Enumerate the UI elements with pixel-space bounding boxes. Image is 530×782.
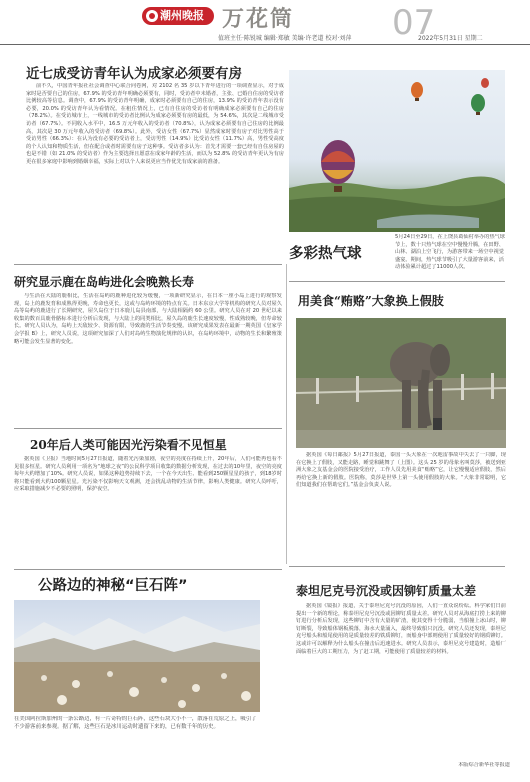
elephant-photo [296,318,506,448]
editor-credits: 值班主任·陈锐城 编辑·郑敏 美编·许老道 校对·刘萍 [218,35,352,42]
balloons-illustration [289,70,505,232]
article-titanic-body: 据英国《镜报》报道，关于泰坦尼克号沉没的原因，人们一直众说纷纭。科学家们日前提出一个新的理论，称泰坦尼克号沉没或因铆钉质量太差。研究人员对从海底打捞上来的铆钉进行分析后发现，这些铆钉中含有大量的矿渣，使其变得十分脆弱，当船撞上冰山时，铆钉断裂，导致船体钢板脱落，海水大量涌入，最终导致船只沉没。研究人员还发现，泰坦尼克号船头和船尾使用的是质量较差的铁质铆钉，而船身中部则使用了质量较好的钢质铆钉。这或许可以解释为什么船头在撞击后迅速进水。研究人员表示，泰坦尼克号建造时，造船厂面临着巨大的工期压力，为了赶工期，可能使用了质量较差的材料。 [296,603,506,655]
masthead-rule [0,44,530,45]
headline-titanic: 泰坦尼克号沉没或因铆钉质量太差 [296,584,477,598]
page-number: 07 [392,3,436,43]
headline-housing-survey: 近七成受访青年认为成家必须要有房 [26,66,242,82]
stone-circle-caption: 在美国阿拉斯加州的一条公路边，有一片奇特的巨石阵，这些石块大小不一，散落在荒原之上，吸引了不少游客前来参观。据了解，这些巨石是冰川运动时遗留下来的，已有数千年的历史。 [14,716,257,730]
page-source-note: 本版综合新华社等报道 [458,762,510,768]
divider-right-1 [289,281,505,282]
logo-text: 潮州晚报 [160,9,204,22]
stone-circle-photo [14,600,260,712]
balloons-title: 多彩热气球 [289,246,362,262]
bird-logo-icon [146,10,158,22]
article-housing-survey-body: 前不久，中国青年报社社会调查中心联合问卷网，对 2102 名 35 岁以下青年进行的一项调查显示，对于成家时是否要自己的住房，67.9% 的受访青年明确必须要有，同时，受访者中未婚者，主张、已婚自住房的受访者比例较高等信息。调查中，67.9% 的受访青年明确，成家时必须要有自己的住房，13.9% 的受访青年表示没有必要，20.0% 的受访青年认为看情况。在租住情况上，已有自住房的受访者有明确成家必须要有自己的住房（78.2%）。在受访城市上，一线城市的受访者比例认为成家必须要有房的最低，为 54.6%，其次是二线城市受访者（67.7%）。不同收入水平中，16.5 万元年收入的受访者（70.8%），认为成家必须要有自己住房的比例最高，其次是 30 万元年收入的受访者（69.8%）。此外，受访女性（67.7%）显然成家时要有房子对比男性高于受访男性（66.3%）：在认为没有必要的受访者上，受访男性（14.9%）比受访女性（11.7%）高，男性受高度的个人认知和物质生活，但在配合或者时需要有房子这种事。受访者多认为：首先才需要一套已经有自住房屋的也是不错（如 21.0% 的受访者）作为主要选择且愿意在成家年龄的生活，而以为 52.8% 的受访青年更认为有房更在很多家庭中影响到婚姻幸福，实际上对以个人来说更应当作优先有成家前的准备。 [26,83,284,165]
issue-date: 2022年5月31日 星期二 [418,35,483,42]
newspaper-logo [142,7,214,25]
divider-left-3 [14,569,282,570]
headline-deer-evolution: 研究显示鹿在岛屿进化会晚熟长寿 [14,275,195,289]
balloons-photo [289,70,505,232]
headline-light-pollution: 20年后人类可能因光污染看不见恒星 [30,438,227,452]
headline-elephant: 用美食“贿赂”大象换上假肢 [298,294,444,308]
divider-left-2 [14,428,282,429]
article-light-pollution-body: 据英国《卫报》当地时间5月27日报道，随着光污染加剧，夜空的亮度在持续上升，20年后，人们可能再也看不见很多恒星。研究人员利用一项名为“地球之夜”的公民科学项目收集的数据分析发现，在过去的10年里，夜空的亮度每年大约增加了10%。研究人员说，如果这种趋势持续下去，一个在今天出生、能看到250颗星星的孩子，到18岁时将只能看到大约100颗星星。光污染不仅影响天文观测，还会扰乱动物的生活节律，影响人类健康。研究人员呼吁，应采取措施减少不必要的照明，保护夜空。 [14,456,282,493]
stone-circle-illustration [14,600,260,712]
divider-right-2 [289,566,505,567]
divider-left-1 [14,264,282,265]
column-divider [286,264,287,564]
section-title: 万花筒 [222,6,295,32]
elephant-illustration [296,318,506,448]
article-deer-evolution-body: 与生活在大陆的鹿相比，生活在岛屿的鹿种进化较为缓慢，一项新研究显示，在日本一座小岛上进行的观察发现，岛上的鹿发育和成熟得更晚，寿命也更长，这或与岛屿环境的特点有关。日本东京大学等机构的研究人员对屋久岛等岛屿的鹿进行了长期研究，屋久岛位于日本鹿儿岛县南部，与大陆相隔约 60 公里。研究人员在对 20 世纪以来收集的数百具鹿骨骼标本进行分析后发现，与大陆上的同类相比，屋久岛的鹿生长速度较慢，性成熟较晚，但寿命较长。研究人员认为，岛屿上天敌较少、资源有限，导致鹿的生活节奏变慢。该研究成果发表在最新一期英国《皇家学会学报 B》上，研究人员说，这项研究加深了人们对岛屿生物演化规律的认识，在岛屿环境中，动物的生长和繁殖策略可能会发生显著的变化。 [14,293,282,345]
balloons-caption: 5月24日至29日，在上饶县葛仙村举办的热气球节上，数十只热气球在空中慢慢升腾，在田野、山林、湖泊上空飞行，为游客带来一场空中视觉盛宴。期间，热气球节吸引了大量游客前来，活动体验累计超过了11000人次。 [395,234,505,271]
masthead [0,0,530,46]
headline-stone-circle: 公路边的神秘“巨石阵” [38,578,188,594]
article-elephant-body: 据英国《每日邮报》5月27日报道，泰国一头大象在一次地雷事故中失去了一只脚，现在它换上了假肢，又能走路，睡觉和跳舞了（上图）。这头 25 岁的母象名叫莫莎，被送到亚洲大象之友基金会的医院接受治疗，工作人员先用美食“贿赂”它，让它慢慢适应假肢，然后再给它换上新的假肢。医院称，莫莎是世界上第一头使用假肢的大象。“大象非常聪明，它们知道我们在帮助它们。”基金会负责人说。 [296,452,506,489]
